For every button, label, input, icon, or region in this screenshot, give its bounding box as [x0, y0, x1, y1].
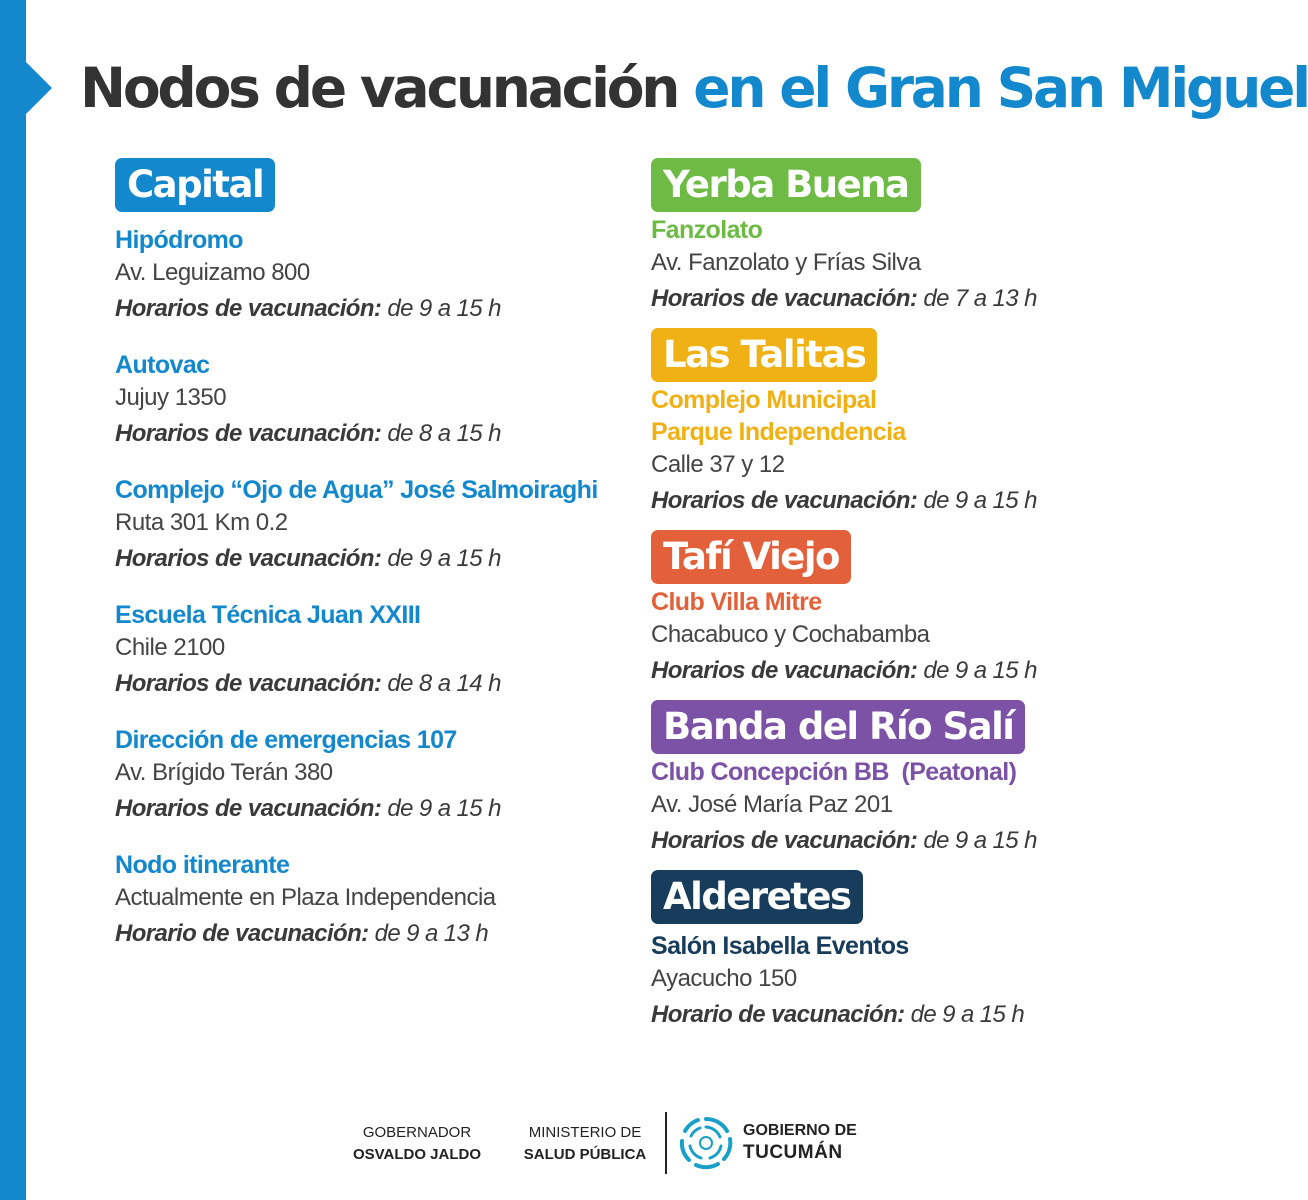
site-address: Actualmente en Plaza Independencia: [115, 884, 496, 911]
site-address: Av. José María Paz 201: [651, 791, 893, 818]
site-hours: [115, 415, 615, 453]
tafi-viejo-badge: Tafí Viejo: [651, 530, 851, 584]
site-hours: [651, 822, 1171, 860]
site-hours: [651, 996, 1171, 1034]
capital-badge: Capital: [115, 158, 275, 212]
banda-del-rio-sali-badge: Banda del Río Salí: [651, 700, 1025, 754]
hours-value: de 9 a 15 h: [387, 795, 501, 822]
ministry-credit: [515, 1122, 655, 1166]
site-hours: [651, 482, 1171, 520]
tucuman-sun-logo-icon: [676, 1113, 736, 1173]
capital-site-ojo-de-agua: [115, 474, 615, 578]
side-arrow-marker: [26, 62, 52, 114]
hours-value: de 9 a 15 h: [923, 487, 1037, 514]
site-name: Club Villa Mitre: [651, 588, 822, 616]
capital-site-emergencias-107: [115, 724, 615, 828]
site-address: Av. Brígido Terán 380: [115, 759, 333, 786]
site-address: Chile 2100: [115, 634, 225, 661]
title-blue-part: en el Gran San Miguel: [693, 56, 1308, 120]
site-hours: [115, 915, 615, 953]
governor-name: OSVALDO JALDO: [352, 1146, 482, 1163]
hours-value: de 8 a 15 h: [387, 420, 501, 447]
region-las-talitas: [651, 328, 1171, 520]
government-name: [743, 1120, 857, 1164]
site-name: Hipódromo: [115, 226, 243, 254]
capital-site-nodo-itinerante: [115, 849, 615, 953]
regions-column: [651, 158, 1171, 1044]
footer-divider: [665, 1112, 667, 1174]
region-yerba-buena: [651, 158, 1171, 318]
site-address: Av. Fanzolato y Frías Silva: [651, 249, 921, 276]
hours-label: Horarios de vacunación:: [651, 285, 918, 312]
site-name: Complejo “Ojo de Agua” José Salmoiraghi: [115, 476, 598, 504]
region-banda-del-rio-sali: [651, 700, 1171, 860]
hours-label: Horario de vacunación:: [651, 1001, 905, 1028]
region-tafi-viejo: [651, 530, 1171, 690]
site-name: Escuela Técnica Juan XXIII: [115, 601, 421, 629]
hours-label: Horarios de vacunación:: [651, 487, 918, 514]
yerba-buena-badge: Yerba Buena: [651, 158, 921, 212]
page-title: [80, 52, 1308, 124]
hours-label: Horarios de vacunación:: [115, 670, 382, 697]
hours-value: de 7 a 13 h: [923, 285, 1037, 312]
hours-label: Horarios de vacunación:: [115, 545, 382, 572]
site-hours: [115, 665, 615, 703]
alderetes-badge: Alderetes: [651, 870, 863, 924]
government-label: GOBIERNO DE: [743, 1122, 857, 1139]
footer-logos: [0, 1112, 1200, 1182]
site-name-line2: Parque Independencia: [651, 418, 906, 446]
hours-value: de 8 a 14 h: [387, 670, 501, 697]
site-address: Av. Leguizamo 800: [115, 259, 310, 286]
region-alderetes: [651, 870, 1171, 1034]
site-name: Club Concepción BB (Peatonal): [651, 758, 1017, 786]
ministry-name: SALUD PÚBLICA: [523, 1146, 647, 1163]
hours-value: de 9 a 15 h: [387, 545, 501, 572]
hours-label: Horarios de vacunación:: [651, 827, 918, 854]
title-dark-part: Nodos de vacunación: [80, 56, 678, 120]
site-name: Autovac: [115, 351, 210, 379]
side-accent-bar: [0, 0, 26, 1200]
hours-value: de 9 a 15 h: [910, 1001, 1025, 1028]
site-hours: [115, 540, 615, 578]
site-address: Chacabuco y Cochabamba: [651, 621, 930, 648]
las-talitas-badge: Las Talitas: [651, 328, 877, 382]
hours-label: Horarios de vacunación:: [651, 657, 918, 684]
government-province: TUCUMÁN: [743, 1142, 843, 1163]
capital-site-hipodromo: [115, 224, 615, 328]
hours-value: de 9 a 13 h: [374, 920, 489, 947]
site-hours: [651, 280, 1171, 318]
site-address: Calle 37 y 12: [651, 451, 785, 478]
hours-value: de 9 a 15 h: [923, 657, 1037, 684]
hours-label: Horarios de vacunación:: [115, 295, 382, 322]
site-hours: [115, 290, 615, 328]
site-address: Jujuy 1350: [115, 384, 227, 411]
site-name: Dirección de emergencias 107: [115, 726, 457, 754]
capital-site-autovac: [115, 349, 615, 453]
governor-label: GOBERNADOR: [362, 1124, 472, 1141]
hours-value: de 9 a 15 h: [923, 827, 1037, 854]
hours-label: Horarios de vacunación:: [115, 420, 382, 447]
site-name: Fanzolato: [651, 216, 763, 244]
hours-label: Horarios de vacunación:: [115, 795, 382, 822]
site-address: Ayacucho 150: [651, 965, 797, 992]
site-name: Nodo itinerante: [115, 851, 290, 879]
site-name-line1: Complejo Municipal: [651, 386, 877, 414]
capital-column: [115, 158, 615, 974]
governor-credit: [352, 1122, 482, 1166]
capital-site-escuela-tecnica: [115, 599, 615, 703]
site-hours: [115, 790, 615, 828]
hours-label: Horario de vacunación:: [115, 920, 369, 947]
ministry-label: MINISTERIO DE: [528, 1124, 642, 1141]
hours-value: de 9 a 15 h: [387, 295, 501, 322]
site-name: Salón Isabella Eventos: [651, 932, 909, 960]
site-hours: [651, 652, 1171, 690]
site-address: Ruta 301 Km 0.2: [115, 509, 288, 536]
